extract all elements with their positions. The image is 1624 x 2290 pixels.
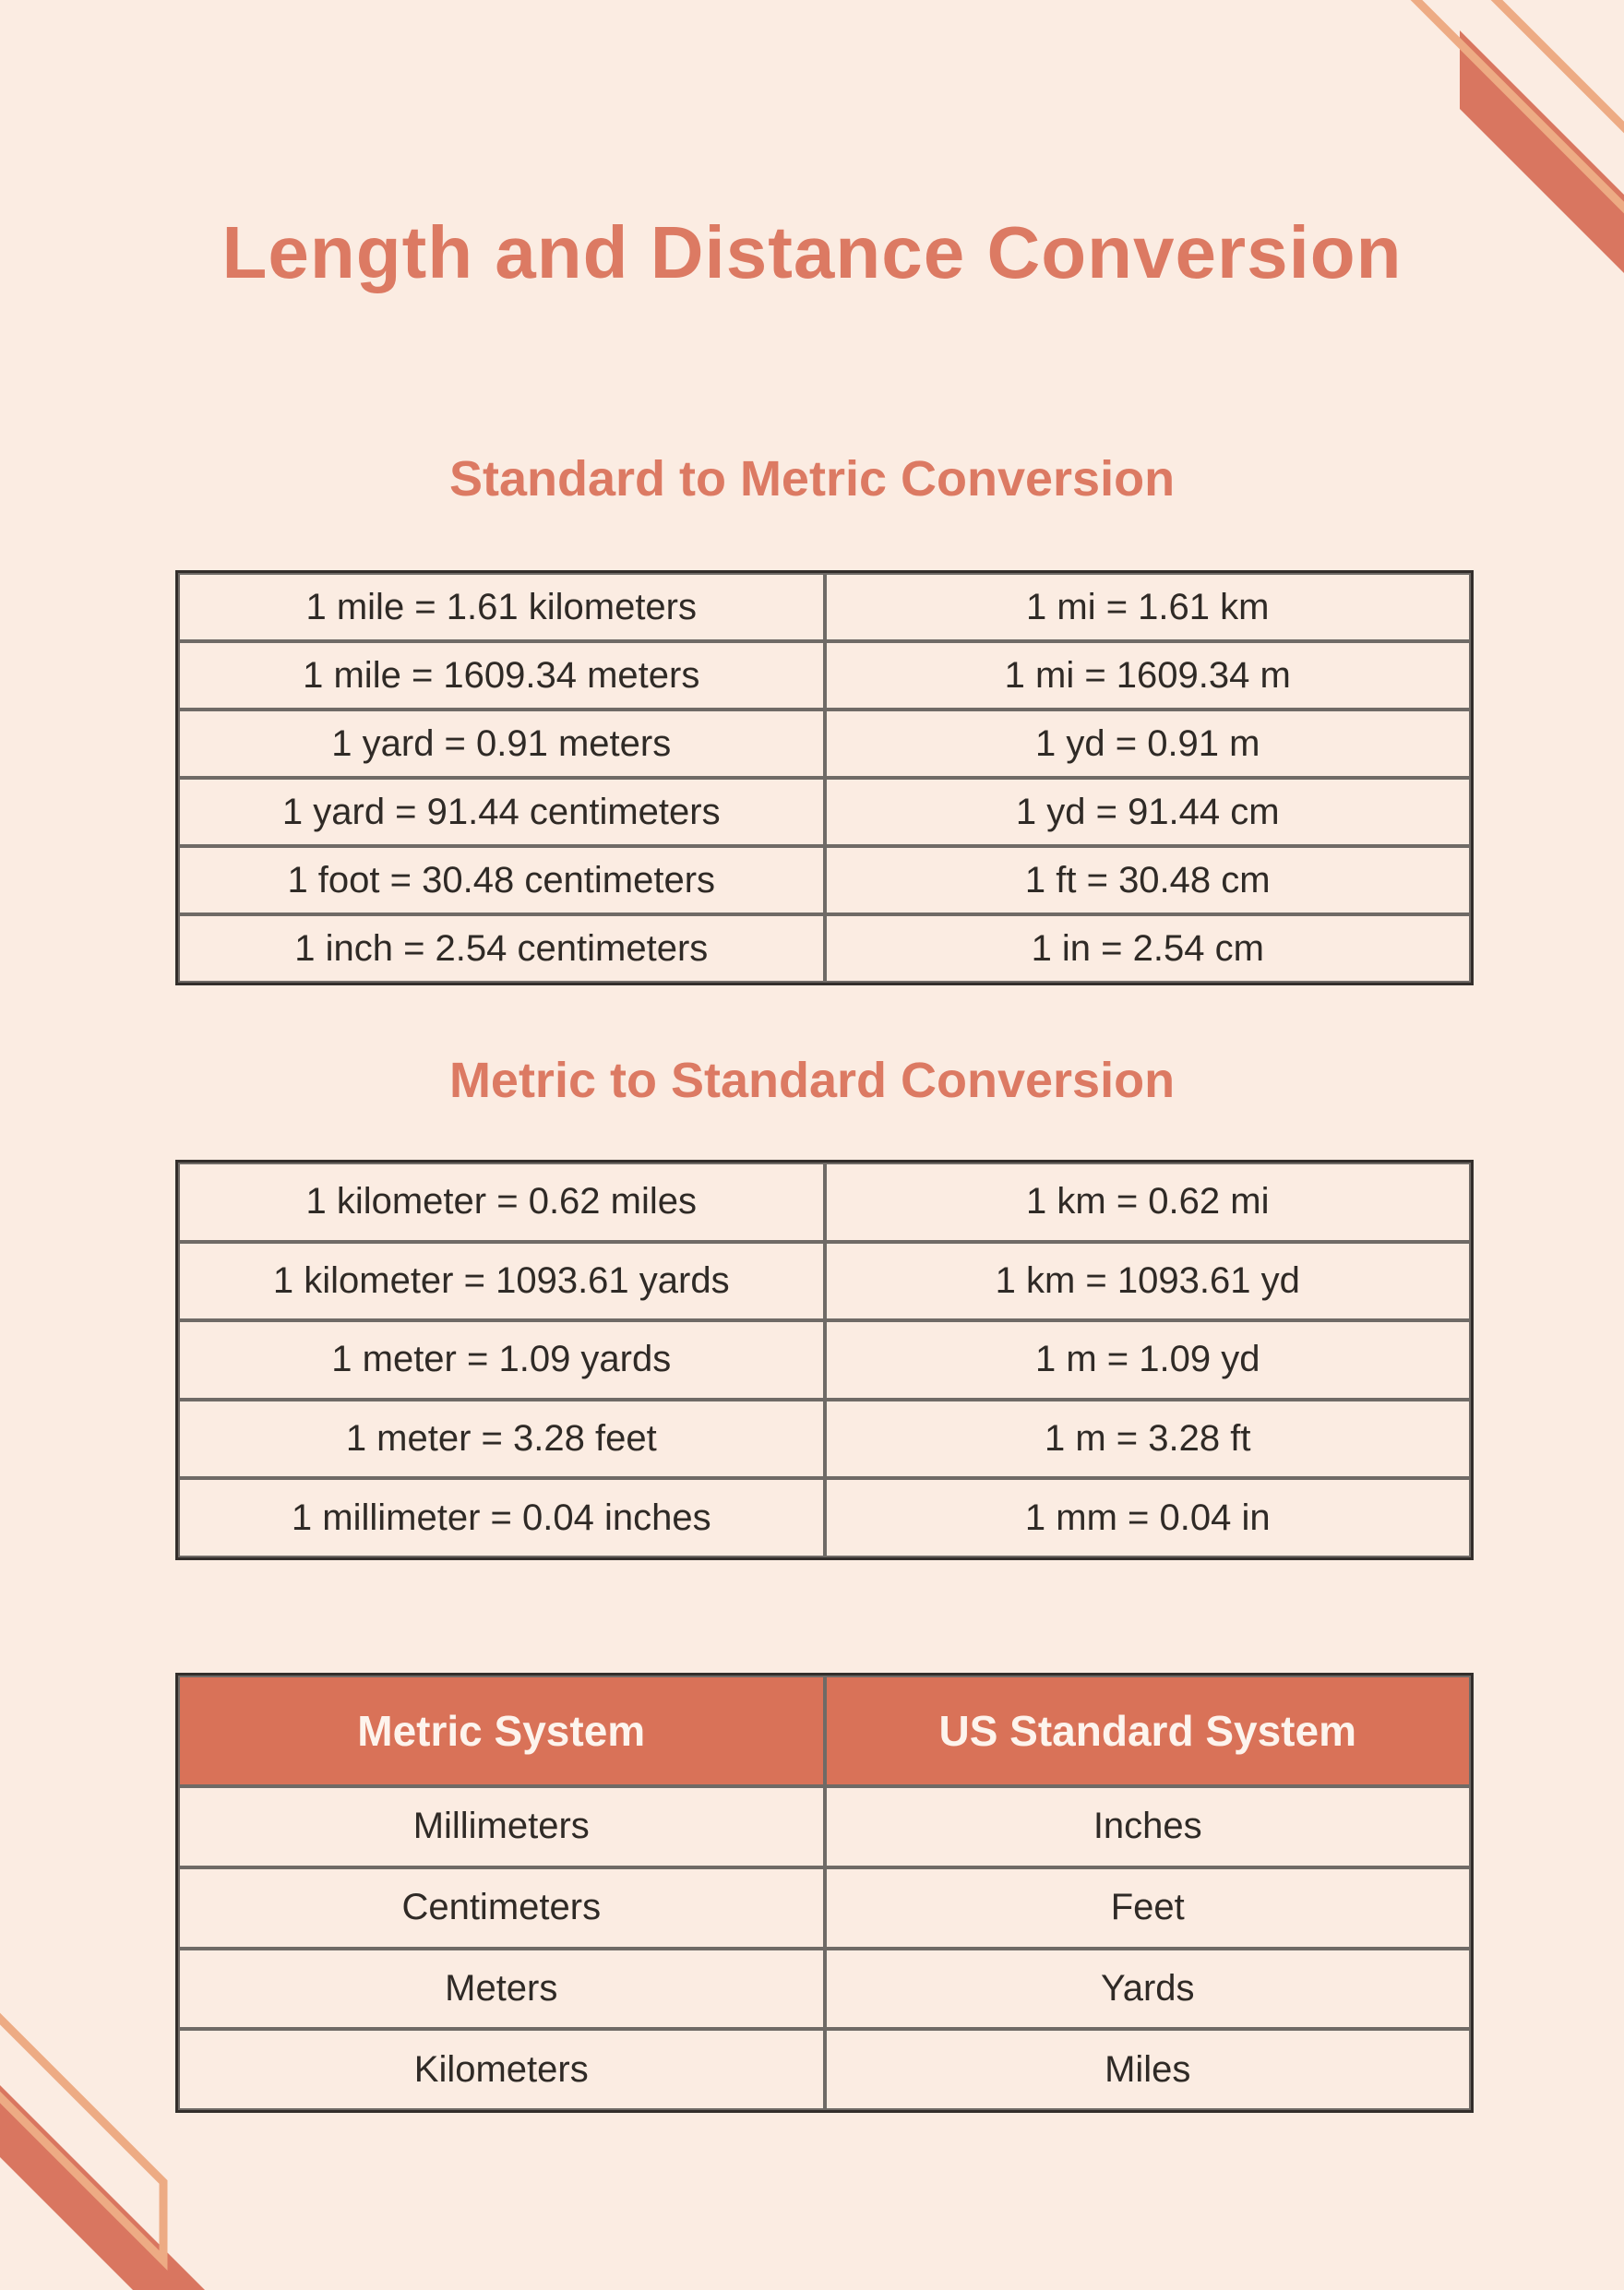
table-row (178, 1786, 1471, 1867)
conversion-abbrev-cell: 1 m = 1.09 yd (825, 1320, 1472, 1400)
conversion-abbrev-cell: 1 mm = 0.04 in (825, 1478, 1472, 1557)
conversion-full-cell: 1 millimeter = 0.04 inches (178, 1478, 825, 1557)
conversion-full-cell: 1 mile = 1609.34 meters (178, 641, 825, 710)
conversion-abbrev-cell: 1 mi = 1609.34 m (825, 641, 1472, 710)
us-unit-cell: Miles (825, 2029, 1472, 2110)
table-row (178, 2029, 1471, 2110)
conversion-abbrev-cell: 1 in = 2.54 cm (825, 914, 1472, 983)
table-row (178, 1400, 1471, 1479)
table-row (178, 641, 1471, 710)
conversion-full-cell: 1 meter = 3.28 feet (178, 1400, 825, 1479)
standard-to-metric-table (175, 570, 1474, 985)
us-unit-cell: Feet (825, 1867, 1472, 1949)
table-row (178, 1163, 1471, 1242)
conversion-full-cell: 1 kilometer = 1093.61 yards (178, 1242, 825, 1321)
conversion-full-cell: 1 mile = 1.61 kilometers (178, 573, 825, 641)
conversion-full-cell: 1 inch = 2.54 centimeters (178, 914, 825, 983)
table-row (178, 1320, 1471, 1400)
conversion-full-cell: 1 yard = 91.44 centimeters (178, 778, 825, 846)
table-row (178, 1949, 1471, 2030)
table-row (178, 846, 1471, 914)
table-row (178, 573, 1471, 641)
table-row (178, 778, 1471, 846)
metric-to-standard-table (175, 1160, 1474, 1560)
page-title: Length and Distance Conversion (221, 211, 1403, 293)
us-unit-cell: Inches (825, 1786, 1472, 1867)
conversion-abbrev-cell: 1 yd = 0.91 m (825, 710, 1472, 778)
conversion-abbrev-cell: 1 m = 3.28 ft (825, 1400, 1472, 1479)
us-unit-cell: Yards (825, 1949, 1472, 2030)
system-comparison-table (175, 1673, 1474, 2113)
conversion-abbrev-cell: 1 mi = 1.61 km (825, 573, 1472, 641)
metric-system-header: Metric System (178, 1676, 825, 1786)
table-row (178, 1867, 1471, 1949)
conversion-full-cell: 1 meter = 1.09 yards (178, 1320, 825, 1400)
us-standard-system-header: US Standard System (825, 1676, 1472, 1786)
conversion-full-cell: 1 foot = 30.48 centimeters (178, 846, 825, 914)
conversion-full-cell: 1 kilometer = 0.62 miles (178, 1163, 825, 1242)
conversion-abbrev-cell: 1 ft = 30.48 cm (825, 846, 1472, 914)
table-row (178, 914, 1471, 983)
conversion-full-cell: 1 yard = 0.91 meters (178, 710, 825, 778)
metric-unit-cell: Centimeters (178, 1867, 825, 1949)
conversion-abbrev-cell: 1 yd = 91.44 cm (825, 778, 1472, 846)
metric-unit-cell: Meters (178, 1949, 825, 2030)
table-header-row (178, 1676, 1471, 1786)
section-heading-standard-to-metric: Standard to Metric Conversion (448, 451, 1176, 507)
conversion-abbrev-cell: 1 km = 1093.61 yd (825, 1242, 1472, 1321)
metric-unit-cell: Millimeters (178, 1786, 825, 1867)
table-row (178, 1242, 1471, 1321)
table-row (178, 1478, 1471, 1557)
table-row (178, 710, 1471, 778)
conversion-abbrev-cell: 1 km = 0.62 mi (825, 1163, 1472, 1242)
metric-unit-cell: Kilometers (178, 2029, 825, 2110)
section-heading-metric-to-standard: Metric to Standard Conversion (448, 1053, 1176, 1108)
